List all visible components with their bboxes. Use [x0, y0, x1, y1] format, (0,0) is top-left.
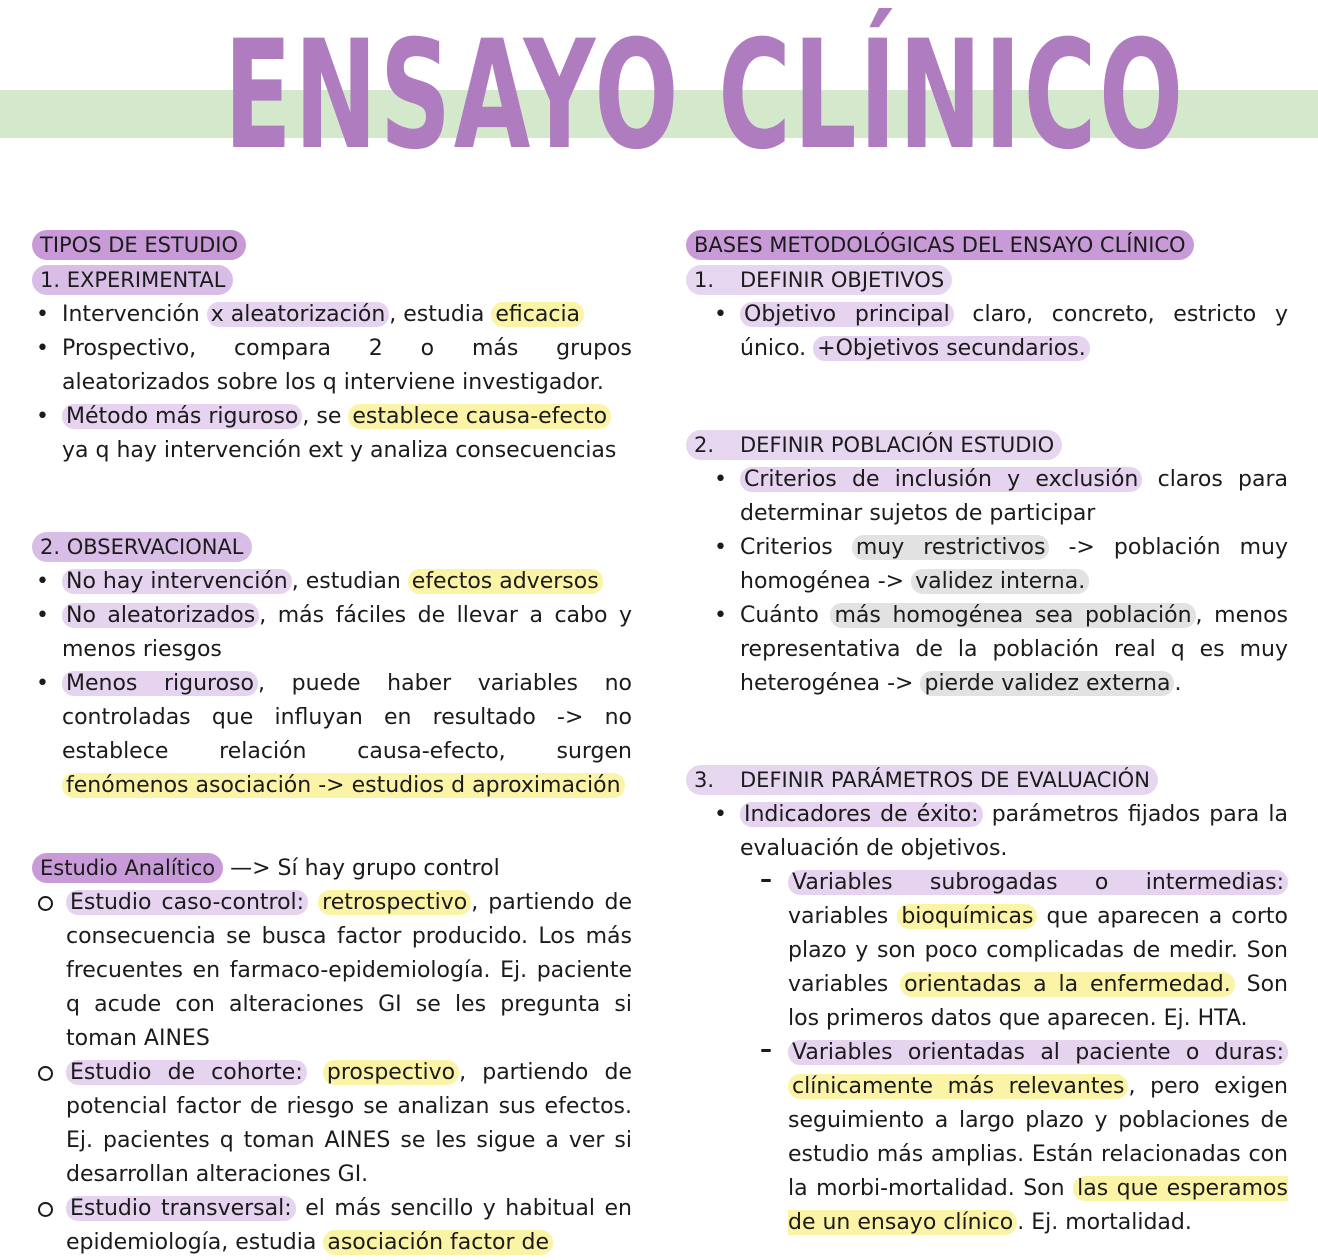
- bullet-metodo-riguroso: • Método más riguroso , se establece causa-efecto ya q hay intervención ext y analiza consecuencias: [32, 400, 632, 468]
- item-caso-control: Estudio caso-control: retrospectivo , partiendo de consecuencia se busca factor producido. Los más frecuentes en farmaco-epidemiología. Ej. paciente q acude con alteraciones GI se les pregunta si toman AINES: [32, 886, 632, 1056]
- bullet-no-aleatorizados: • No aleatorizados , más fáciles de llevar a cabo y menos riesgos: [32, 599, 632, 667]
- section-title-bases: BASES METODOLÓGICAS DEL ENSAYO CLÍNICO: [686, 230, 1194, 260]
- bullet-criterios-inclusion: • Criterios de inclusión y exclusión claros para determinar sujetos de participar: [710, 463, 1288, 531]
- bullet-no-intervencion: • No hay intervención , estudian efectos adversos: [32, 565, 632, 599]
- bullet-prospectivo: • Prospectivo, compara 2 o más grupos aleatorizados sobre los q interviene investigador.: [32, 332, 632, 400]
- left-column: [32, 228, 632, 1260]
- bullet-cuanto-homogenea: • Cuánto más homogénea sea población , menos representativa de la población real q es muy heterogénea -> pierde validez externa .: [710, 599, 1288, 701]
- bullet-objetivo-principal: • Objetivo principal claro, concreto, estricto y único. +Objetivos secundarios.: [710, 298, 1288, 366]
- heading-observacional: 2. OBSERVACIONAL: [32, 532, 252, 562]
- section-title-tipos: TIPOS DE ESTUDIO: [32, 230, 246, 260]
- dash-variables-subrogadas: – Variables subrogadas o intermedias: variables bioquímicas que aparecen a corto plazo y son poco complicadas de medir. Son variables orientadas a la enfermedad. Son los primeros datos que aparecen. Ej. HTA.: [740, 866, 1288, 1036]
- analitico-line: Estudio Analítico —> Sí hay grupo control: [32, 851, 632, 886]
- item-cohorte: Estudio de cohorte: prospectivo , partiendo de potencial factor de riesgo se analizan sus efectos. Ej. pacientes q toman AINES se les sigue a ver si desarrollan alteraciones GI.: [32, 1056, 632, 1192]
- item-transversal: Estudio transversal: el más sencillo y habitual en epidemiología, estudia asociación factor de: [32, 1192, 632, 1260]
- bullet-indicadores-exito: • Indicadores de éxito: parámetros fijados para la evaluación de objetivos.: [710, 798, 1288, 866]
- dash-variables-duras: – Variables orientadas al paciente o duras: clínicamente más relevantes , pero exigen seguimiento a largo plazo y poblaciones de estudio más amplias. Están relacionadas con la morbi-mortalidad. Son las que esperamos de un ensayo clínico . Ej. mortalidad.: [740, 1036, 1288, 1240]
- heading-objetivos: DEFINIR OBJETIVOS: [740, 268, 945, 292]
- heading-analitico: Estudio Analítico: [32, 853, 223, 883]
- bullet-menos-riguroso: • Menos riguroso , puede haber variables no controladas que influyan en resultado -> no establece relación causa-efecto, surgen fenómenos asociación -> estudios d aproximación: [32, 667, 632, 803]
- right-column: [686, 228, 1288, 1240]
- heading-parametros: DEFINIR PARÁMETROS DE EVALUACIÓN: [740, 768, 1150, 792]
- heading-poblacion: DEFINIR POBLACIÓN ESTUDIO: [740, 433, 1055, 457]
- bullet-intervencion: • Intervención x aleatorización , estudia eficacia: [32, 298, 632, 332]
- heading-poblacion-row: 2. DEFINIR POBLACIÓN ESTUDIO: [686, 428, 1288, 463]
- heading-parametros-row: 3. DEFINIR PARÁMETROS DE EVALUACIÓN: [686, 763, 1288, 798]
- page-title: ENSAYO CLÍNICO: [224, 9, 1186, 183]
- bullet-criterios-restrictivos: • Criterios muy restrictivos -> población muy homogénea -> validez interna.: [710, 531, 1288, 599]
- heading-objetivos-row: 1. DEFINIR OBJETIVOS: [686, 263, 1288, 298]
- heading-experimental: 1. EXPERIMENTAL: [32, 265, 233, 295]
